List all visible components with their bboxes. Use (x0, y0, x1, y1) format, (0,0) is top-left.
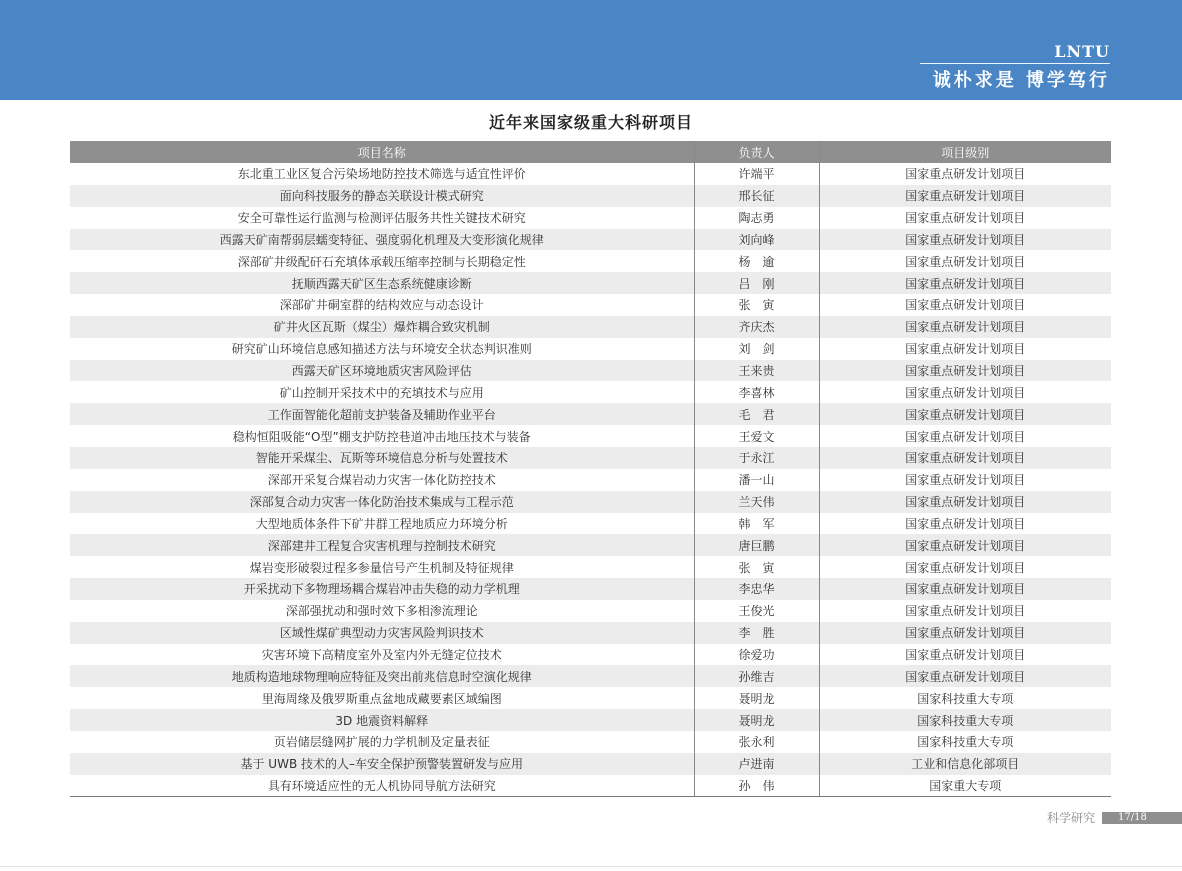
cell-project-name: 矿山控制开采技术中的充填技术与应用 (279, 385, 484, 400)
cell-level: 国家重点研发计划项目 (905, 167, 1026, 182)
table-row (70, 469, 1111, 491)
cell-leader: 张永利 (694, 731, 819, 753)
cell-leader: 李 胜 (694, 622, 819, 644)
cell-project-name: 地质构造地球物理响应特征及突出前兆信息时空演化规律 (70, 665, 694, 687)
cell-project-name: 深部矿井级配矸石充填体承载压缩率控制与长期稳定性 (237, 254, 526, 269)
cell-project-name: 大型地质体条件下矿井群工程地质应力环境分析 (255, 516, 508, 531)
cell-project-name: 煤岩变形破裂过程多参量信号产生机制及特征规律 (249, 560, 514, 575)
cell-leader: 聂明龙 (694, 687, 819, 709)
cell-leader: 李喜林 (694, 381, 819, 403)
cell-leader: 刘 剑 (694, 338, 819, 360)
cell-level: 国家重点研发计划项目 (905, 473, 1026, 488)
table-row (70, 447, 1111, 469)
cell-leader: 王俊光 (694, 600, 819, 622)
table-row (70, 491, 1111, 513)
cell-project-name: 稳构恒阻吸能“O型”棚支护防控巷道冲击地压技术与装备 (232, 429, 531, 444)
table-row (70, 622, 1111, 644)
cell-project-name: 东北重工业区复合污染场地防控技术筛选与适宜性评价 (237, 167, 526, 182)
cell-leader: 王爱文 (694, 425, 819, 447)
table-row (70, 403, 1111, 425)
column-header-leader: 负责人 (694, 141, 819, 163)
cell-level: 国家重点研发计划项目 (905, 254, 1026, 269)
cell-leader: 唐巨鹏 (694, 534, 819, 556)
cell-level: 国家重点研发计划项目 (819, 316, 1111, 338)
cell-leader: 张 寅 (694, 556, 819, 578)
cell-project-name: 3D 地震资料解释 (70, 709, 694, 731)
cell-project-name: 具有环境适应性的无人机协同导航方法研究 (70, 775, 694, 797)
table-row (70, 775, 1111, 797)
cell-project-name: 智能开采煤尘、瓦斯等环境信息分析与处置技术 (70, 447, 694, 469)
cell-project-name: 抚顺西露天矿区生态系统健康诊断 (70, 272, 694, 294)
cell-leader: 韩 军 (694, 513, 819, 535)
table-row (70, 425, 1111, 447)
table-row (70, 185, 1111, 207)
cell-level: 国家重点研发计划项目 (819, 229, 1111, 251)
cell-leader: 刘向峰 (694, 229, 819, 251)
table-row (70, 644, 1111, 666)
cell-project-name: 安全可靠性运行监测与检测评估服务共性关键技术研究 (237, 211, 526, 226)
cell-level: 国家重点研发计划项目 (819, 534, 1111, 556)
cell-level: 国家重点研发计划项目 (819, 360, 1111, 382)
table-row (70, 360, 1111, 382)
table-row (70, 687, 1111, 709)
cell-project-name: 深部矿井硐室群的结构效应与动态设计 (279, 298, 484, 313)
cell-level: 国家重大专项 (819, 775, 1111, 797)
table-row (70, 338, 1111, 360)
cell-level: 国家重点研发计划项目 (819, 622, 1111, 644)
cell-level: 国家重点研发计划项目 (819, 185, 1111, 207)
table-row (70, 753, 1111, 775)
cell-leader: 聂明龙 (694, 709, 819, 731)
table-row (70, 163, 1111, 185)
cell-project-name: 区域性煤矿典型动力灾害风险判识技术 (70, 622, 694, 644)
cell-project-name: 深部复合动力灾害一体化防治技术集成与工程示范 (70, 491, 694, 513)
cell-leader: 兰天伟 (694, 491, 819, 513)
cell-project-name: 深部建井工程复合灾害机理与控制技术研究 (70, 534, 694, 556)
cell-leader: 齐庆杰 (694, 316, 819, 338)
cell-project-name: 面向科技服务的静态关联设计模式研究 (70, 185, 694, 207)
table-row (70, 709, 1111, 731)
cell-project-name: 研究矿山环境信息感知描述方法与环境安全状态判识准则 (231, 342, 532, 357)
column-header-level: 项目级别 (819, 141, 1111, 163)
table-row (70, 665, 1111, 687)
cell-level: 国家重点研发计划项目 (819, 665, 1111, 687)
cell-leader: 杨 逾 (694, 250, 819, 272)
footer (0, 812, 1182, 824)
cell-leader: 毛 君 (694, 403, 819, 425)
table-row (70, 250, 1111, 272)
bottom-divider (0, 866, 1182, 867)
cell-leader: 张 寅 (694, 294, 819, 316)
cell-leader: 卢进南 (694, 753, 819, 775)
cell-project-name: 西露天矿南帮弱层蠕变特征、强度弱化机理及大变形演化规律 (70, 229, 694, 251)
table-header-row (70, 141, 1111, 163)
table-row (70, 578, 1111, 600)
cell-leader: 徐爱功 (694, 644, 819, 666)
cell-level: 国家重点研发计划项目 (819, 447, 1111, 469)
table-body (70, 163, 1111, 797)
cell-level: 国家重点研发计划项目 (819, 578, 1111, 600)
column-header-project-name: 项目名称 (70, 141, 694, 163)
cell-level: 国家重点研发计划项目 (819, 491, 1111, 513)
cell-leader: 陶志勇 (694, 207, 819, 229)
cell-level: 国家重点研发计划项目 (905, 429, 1026, 444)
cell-level: 国家重点研发计划项目 (905, 604, 1026, 619)
cell-level: 国家科技重大专项 (819, 709, 1111, 731)
brand-motto: 诚朴求是 博学笃行 (932, 70, 1110, 91)
section-label: 科学研究 (1046, 811, 1095, 825)
projects-table (70, 141, 1111, 797)
table-row (70, 381, 1111, 403)
cell-project-name: 基于 UWB 技术的人–车安全保护预警装置研发与应用 (70, 753, 694, 775)
table-row (70, 534, 1111, 556)
table-row (70, 294, 1111, 316)
table-row (70, 229, 1111, 251)
cell-leader: 孙 伟 (694, 775, 819, 797)
cell-leader: 于永江 (694, 447, 819, 469)
cell-project-name: 矿井火区瓦斯（煤尘）爆炸耦合致灾机制 (70, 316, 694, 338)
cell-project-name: 开采扰动下多物理场耦合煤岩冲击失稳的动力学机理 (70, 578, 694, 600)
table-row (70, 272, 1111, 294)
cell-level: 工业和信息化部项目 (819, 753, 1111, 775)
cell-leader: 邢长征 (694, 185, 819, 207)
cell-level: 国家重点研发计划项目 (905, 211, 1026, 226)
header-banner (0, 0, 1182, 100)
brand-abbreviation: LNTU (920, 42, 1110, 64)
cell-level: 国家重点研发计划项目 (905, 385, 1026, 400)
cell-project-name: 工作面智能化超前支护装备及辅助作业平台 (70, 403, 694, 425)
cell-leader: 李忠华 (694, 578, 819, 600)
cell-leader: 吕 刚 (694, 272, 819, 294)
cell-level: 国家重点研发计划项目 (819, 272, 1111, 294)
cell-level: 国家重点研发计划项目 (905, 516, 1026, 531)
table-row (70, 556, 1111, 578)
cell-level: 国家重点研发计划项目 (905, 298, 1026, 313)
table-row (70, 207, 1111, 229)
cell-level: 国家重点研发计划项目 (905, 342, 1026, 357)
cell-project-name: 页岩储层缝网扩展的力学机制及定量表征 (273, 735, 490, 750)
table-row (70, 731, 1111, 753)
cell-level: 国家重点研发计划项目 (905, 560, 1026, 575)
cell-project-name: 里海周缘及俄罗斯重点盆地成藏要素区域编图 (261, 691, 502, 706)
page-title: 近年来国家级重大科研项目 (488, 113, 693, 132)
cell-level: 国家科技重大专项 (917, 691, 1014, 706)
cell-project-name: 深部强扰动和强时效下多相渗流理论 (285, 604, 478, 619)
cell-level: 国家科技重大专项 (917, 735, 1014, 750)
page-number: 17/18 (1102, 812, 1182, 824)
cell-project-name: 深部开采复合煤岩动力灾害一体化防控技术 (267, 473, 496, 488)
table-row (70, 600, 1111, 622)
cell-project-name: 灾害环境下高精度室外及室内外无缝定位技术 (261, 647, 502, 662)
table-row (70, 513, 1111, 535)
cell-level: 国家重点研发计划项目 (905, 647, 1026, 662)
cell-leader: 许端平 (694, 163, 819, 185)
cell-leader: 王来贵 (694, 360, 819, 382)
university-brand (920, 42, 1110, 92)
table-row (70, 316, 1111, 338)
cell-level: 国家重点研发计划项目 (819, 403, 1111, 425)
cell-leader: 潘一山 (694, 469, 819, 491)
cell-leader: 孙维吉 (694, 665, 819, 687)
cell-project-name: 西露天矿区环境地质灾害风险评估 (70, 360, 694, 382)
